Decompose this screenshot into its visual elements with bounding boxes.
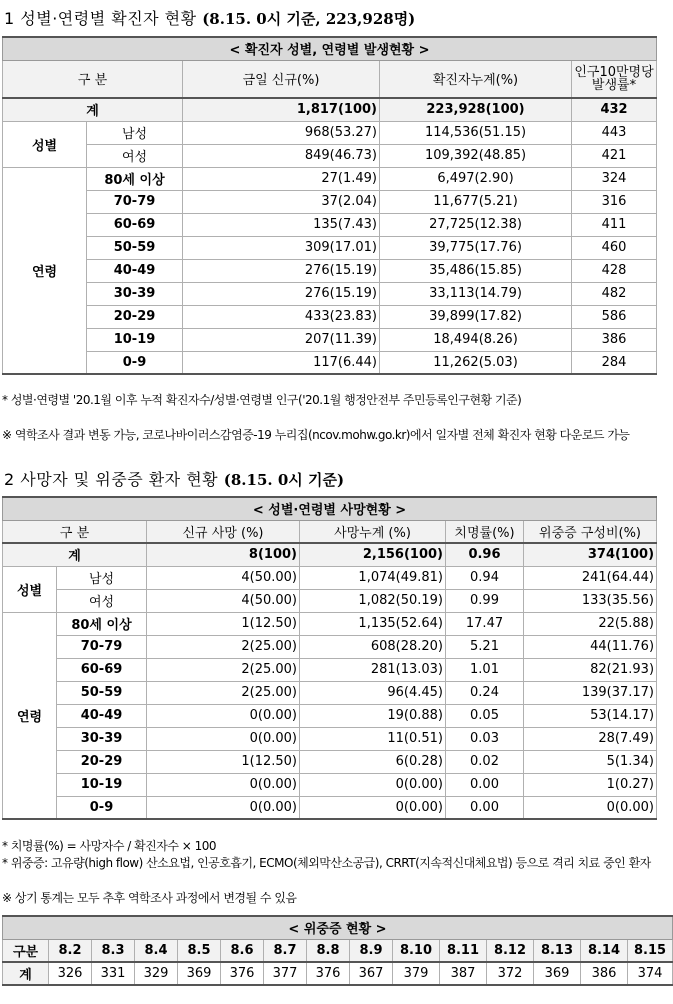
cell-new: 0(0.00) bbox=[147, 727, 300, 750]
header-date: 8.15 bbox=[628, 939, 673, 962]
header-date: 8.10 bbox=[393, 939, 440, 962]
header-cumulative: 확진자누계(%) bbox=[380, 60, 572, 98]
cell-critical: 0(0.00) bbox=[524, 796, 657, 819]
row-label: 30-39 bbox=[57, 727, 147, 750]
section-2-heading: 사망자 및 위중증 환자 현황 bbox=[20, 470, 219, 489]
cell-rate: 460 bbox=[572, 236, 657, 259]
table-title-row bbox=[3, 37, 657, 60]
cell-critical-count: 374 bbox=[628, 962, 673, 985]
cell-fatality: 0.94 bbox=[446, 566, 524, 589]
cell-cumulative: 0(0.00) bbox=[300, 796, 446, 819]
header-date: 8.13 bbox=[534, 939, 581, 962]
row-label: 40-49 bbox=[57, 704, 147, 727]
table-row bbox=[3, 635, 657, 658]
table-title-row bbox=[3, 916, 673, 939]
cell-cumulative: 608(28.20) bbox=[300, 635, 446, 658]
cell-critical: 1(0.27) bbox=[524, 773, 657, 796]
table-title: < 성별·연령별 사망현황 > bbox=[3, 497, 657, 520]
cell-critical: 22(5.88) bbox=[524, 612, 657, 635]
header-new-cases: 금일 신규(%) bbox=[183, 60, 380, 98]
header-new-deaths: 신규 사망 (%) bbox=[147, 520, 300, 543]
total-label: 계 bbox=[3, 98, 183, 121]
cell-critical: 139(37.17) bbox=[524, 681, 657, 704]
cell-fatality: 17.47 bbox=[446, 612, 524, 635]
cell-fatality: 5.21 bbox=[446, 635, 524, 658]
cell-fatality: 0.24 bbox=[446, 681, 524, 704]
cell-critical-count: 326 bbox=[49, 962, 92, 985]
row-label: 60-69 bbox=[87, 213, 183, 236]
section-2-title bbox=[4, 467, 344, 490]
section-2-number: 2 bbox=[4, 470, 15, 489]
section-2-basis: (8.15. 0시 기준) bbox=[223, 471, 345, 489]
header-date: 8.6 bbox=[221, 939, 264, 962]
row-label: 40-49 bbox=[87, 259, 183, 282]
header-date: 8.11 bbox=[440, 939, 487, 962]
cell-cumulative: 11,677(5.21) bbox=[380, 190, 572, 213]
cell-cumulative: 6(0.28) bbox=[300, 750, 446, 773]
group-label-sex: 성별 bbox=[3, 566, 57, 612]
cell-new: 2(25.00) bbox=[147, 658, 300, 681]
critical-cases-table bbox=[2, 915, 673, 986]
table-row bbox=[3, 144, 657, 167]
cell-new: 117(6.44) bbox=[183, 351, 380, 374]
total-row bbox=[3, 543, 657, 566]
total-new: 8(100) bbox=[147, 543, 300, 566]
total-cumulative: 2,156(100) bbox=[300, 543, 446, 566]
section-1-heading: 성별·연령별 확진자 현황 bbox=[20, 9, 197, 28]
cell-rate: 411 bbox=[572, 213, 657, 236]
cell-rate: 421 bbox=[572, 144, 657, 167]
table-row bbox=[3, 351, 657, 374]
row-label: 20-29 bbox=[87, 305, 183, 328]
cell-new: 433(23.83) bbox=[183, 305, 380, 328]
table-row bbox=[3, 282, 657, 305]
cell-cumulative: 0(0.00) bbox=[300, 773, 446, 796]
cell-rate: 386 bbox=[572, 328, 657, 351]
cell-fatality: 1.01 bbox=[446, 658, 524, 681]
cell-new: 27(1.49) bbox=[183, 167, 380, 190]
cell-fatality: 0.05 bbox=[446, 704, 524, 727]
row-label: 70-79 bbox=[57, 635, 147, 658]
cell-new: 2(25.00) bbox=[147, 681, 300, 704]
table-row bbox=[3, 750, 657, 773]
total-row bbox=[3, 98, 657, 121]
row-label: 여성 bbox=[87, 144, 183, 167]
section-1-basis: (8.15. 0시 기준, 223,928명) bbox=[202, 10, 416, 28]
cell-new: 135(7.43) bbox=[183, 213, 380, 236]
header-date: 8.4 bbox=[135, 939, 178, 962]
row-label: 0-9 bbox=[87, 351, 183, 374]
table-row bbox=[3, 704, 657, 727]
table-row bbox=[3, 190, 657, 213]
cell-critical-count: 331 bbox=[92, 962, 135, 985]
cell-rate: 482 bbox=[572, 282, 657, 305]
table-row bbox=[3, 962, 673, 985]
cell-fatality: 0.00 bbox=[446, 796, 524, 819]
cell-new: 309(17.01) bbox=[183, 236, 380, 259]
cell-cumulative: 1,074(49.81) bbox=[300, 566, 446, 589]
cell-new: 276(15.19) bbox=[183, 282, 380, 305]
header-fatality-rate: 치명률(%) bbox=[446, 520, 524, 543]
cell-critical-count: 369 bbox=[178, 962, 221, 985]
cell-new: 4(50.00) bbox=[147, 589, 300, 612]
cell-cumulative: 11,262(5.03) bbox=[380, 351, 572, 374]
header-category: 구 분 bbox=[3, 520, 147, 543]
section-1-note-1: * 성별·연령별 '20.1월 이후 누적 확진자수/성별·연령별 인구('20.1월 행정안전부 주민등록인구현황 기준) bbox=[2, 393, 522, 407]
cell-cumulative: 281(13.03) bbox=[300, 658, 446, 681]
cell-critical-count: 372 bbox=[487, 962, 534, 985]
cell-new: 0(0.00) bbox=[147, 773, 300, 796]
cell-cumulative: 39,775(17.76) bbox=[380, 236, 572, 259]
cell-critical: 133(35.56) bbox=[524, 589, 657, 612]
header-date: 8.9 bbox=[350, 939, 393, 962]
cell-critical-count: 376 bbox=[307, 962, 350, 985]
cell-new: 0(0.00) bbox=[147, 796, 300, 819]
deaths-table bbox=[2, 496, 657, 820]
table-row bbox=[3, 167, 657, 190]
group-label-age: 연령 bbox=[3, 167, 87, 374]
cell-new: 0(0.00) bbox=[147, 704, 300, 727]
header-critical-share: 위중증 구성비(%) bbox=[524, 520, 657, 543]
cell-rate: 428 bbox=[572, 259, 657, 282]
cell-fatality: 0.99 bbox=[446, 589, 524, 612]
cell-cumulative: 19(0.88) bbox=[300, 704, 446, 727]
cell-critical-count: 369 bbox=[534, 962, 581, 985]
cell-critical-count: 329 bbox=[135, 962, 178, 985]
header-cumulative-deaths: 사망누계 (%) bbox=[300, 520, 446, 543]
row-label: 50-59 bbox=[87, 236, 183, 259]
cell-new: 2(25.00) bbox=[147, 635, 300, 658]
table-row bbox=[3, 305, 657, 328]
row-label: 60-69 bbox=[57, 658, 147, 681]
section-2-note-2: * 위중증: 고유량(high flow) 산소요법, 인공호흡기, ECMO(체외막산소공급), CRRT(지속적신대체요법) 등으로 격리 치료 중인 환자 bbox=[2, 856, 651, 870]
table-row bbox=[3, 121, 657, 144]
table-row bbox=[3, 612, 657, 635]
table-title: < 위중증 현황 > bbox=[3, 916, 673, 939]
section-1-number: 1 bbox=[4, 9, 15, 28]
cell-rate: 316 bbox=[572, 190, 657, 213]
row-label: 20-29 bbox=[57, 750, 147, 773]
section-1-title bbox=[4, 6, 415, 29]
group-label-age: 연령 bbox=[3, 612, 57, 819]
cell-cumulative: 1,135(52.64) bbox=[300, 612, 446, 635]
table-row bbox=[3, 773, 657, 796]
cell-rate: 586 bbox=[572, 305, 657, 328]
cell-critical-count: 377 bbox=[264, 962, 307, 985]
group-label-sex: 성별 bbox=[3, 121, 87, 167]
row-label: 10-19 bbox=[87, 328, 183, 351]
cell-new: 207(11.39) bbox=[183, 328, 380, 351]
cell-new: 37(2.04) bbox=[183, 190, 380, 213]
row-label: 50-59 bbox=[57, 681, 147, 704]
header-date: 8.14 bbox=[581, 939, 628, 962]
cell-rate: 443 bbox=[572, 121, 657, 144]
row-label: 70-79 bbox=[87, 190, 183, 213]
cell-new: 1(12.50) bbox=[147, 612, 300, 635]
cell-new: 849(46.73) bbox=[183, 144, 380, 167]
cell-fatality: 0.02 bbox=[446, 750, 524, 773]
cell-cumulative: 114,536(51.15) bbox=[380, 121, 572, 144]
table-row bbox=[3, 259, 657, 282]
total-critical: 374(100) bbox=[524, 543, 657, 566]
cell-fatality: 0.00 bbox=[446, 773, 524, 796]
row-label: 80세 이상 bbox=[57, 612, 147, 635]
row-label: 10-19 bbox=[57, 773, 147, 796]
row-label: 여성 bbox=[57, 589, 147, 612]
cell-critical-count: 379 bbox=[393, 962, 440, 985]
cell-cumulative: 11(0.51) bbox=[300, 727, 446, 750]
cell-cumulative: 39,899(17.82) bbox=[380, 305, 572, 328]
cell-critical: 5(1.34) bbox=[524, 750, 657, 773]
table-row bbox=[3, 589, 657, 612]
table-row bbox=[3, 796, 657, 819]
cell-cumulative: 96(4.45) bbox=[300, 681, 446, 704]
table-row bbox=[3, 681, 657, 704]
cell-critical-count: 387 bbox=[440, 962, 487, 985]
row-label: 계 bbox=[3, 962, 49, 985]
cell-cumulative: 18,494(8.26) bbox=[380, 328, 572, 351]
cell-critical-count: 376 bbox=[221, 962, 264, 985]
header-date: 8.7 bbox=[264, 939, 307, 962]
row-label: 80세 이상 bbox=[87, 167, 183, 190]
cell-rate: 284 bbox=[572, 351, 657, 374]
header-date: 8.2 bbox=[49, 939, 92, 962]
cell-critical: 44(11.76) bbox=[524, 635, 657, 658]
cell-cumulative: 33,113(14.79) bbox=[380, 282, 572, 305]
header-incidence-rate-line-2: 발생률* bbox=[591, 77, 637, 93]
cell-new: 1(12.50) bbox=[147, 750, 300, 773]
row-label: 남성 bbox=[87, 121, 183, 144]
table-row bbox=[3, 328, 657, 351]
total-label: 계 bbox=[3, 543, 147, 566]
row-label: 0-9 bbox=[57, 796, 147, 819]
header-incidence-rate-line-1: 인구10만명당 bbox=[574, 64, 654, 80]
total-cumulative: 223,928(100) bbox=[380, 98, 572, 121]
header-date: 8.8 bbox=[307, 939, 350, 962]
table-row bbox=[3, 566, 657, 589]
cell-cumulative: 6,497(2.90) bbox=[380, 167, 572, 190]
total-rate: 432 bbox=[572, 98, 657, 121]
cell-cumulative: 27,725(12.38) bbox=[380, 213, 572, 236]
header-date: 8.3 bbox=[92, 939, 135, 962]
cell-cumulative: 1,082(50.19) bbox=[300, 589, 446, 612]
section-1-note-2: ※ 역학조사 결과 변동 가능, 코로나바이러스감염증-19 누리집(ncov.mohw.go.kr)에서 일자별 전체 확진자 현황 다운로드 가능 bbox=[2, 428, 630, 442]
header-date: 8.5 bbox=[178, 939, 221, 962]
cell-critical-count: 386 bbox=[581, 962, 628, 985]
cell-fatality: 0.03 bbox=[446, 727, 524, 750]
table-title-row bbox=[3, 497, 657, 520]
section-2-note-3: ※ 상기 통계는 모두 추후 역학조사 과정에서 변경될 수 있음 bbox=[2, 891, 297, 905]
total-fatality: 0.96 bbox=[446, 543, 524, 566]
cell-new: 4(50.00) bbox=[147, 566, 300, 589]
table-row bbox=[3, 213, 657, 236]
cell-critical: 241(64.44) bbox=[524, 566, 657, 589]
cell-critical: 53(14.17) bbox=[524, 704, 657, 727]
header-date: 8.12 bbox=[487, 939, 534, 962]
total-new: 1,817(100) bbox=[183, 98, 380, 121]
table-row bbox=[3, 658, 657, 681]
cell-critical: 82(21.93) bbox=[524, 658, 657, 681]
cell-rate: 324 bbox=[572, 167, 657, 190]
cell-cumulative: 35,486(15.85) bbox=[380, 259, 572, 282]
cell-critical-count: 367 bbox=[350, 962, 393, 985]
header-category: 구분 bbox=[3, 939, 49, 962]
row-label: 남성 bbox=[57, 566, 147, 589]
cell-cumulative: 109,392(48.85) bbox=[380, 144, 572, 167]
table-row bbox=[3, 236, 657, 259]
header-row bbox=[3, 520, 657, 543]
table-row bbox=[3, 727, 657, 750]
cell-new: 968(53.27) bbox=[183, 121, 380, 144]
cell-critical: 28(7.49) bbox=[524, 727, 657, 750]
header-row bbox=[3, 939, 673, 962]
header-category: 구 분 bbox=[3, 60, 183, 98]
row-label: 30-39 bbox=[87, 282, 183, 305]
header-incidence-rate bbox=[572, 60, 657, 98]
header-row bbox=[3, 60, 657, 98]
section-2-note-1: * 치명률(%) = 사망자수 / 확진자수 × 100 bbox=[2, 839, 217, 853]
cell-new: 276(15.19) bbox=[183, 259, 380, 282]
table-title: < 확진자 성별, 연령별 발생현황 > bbox=[3, 37, 657, 60]
confirmed-cases-table bbox=[2, 36, 657, 375]
